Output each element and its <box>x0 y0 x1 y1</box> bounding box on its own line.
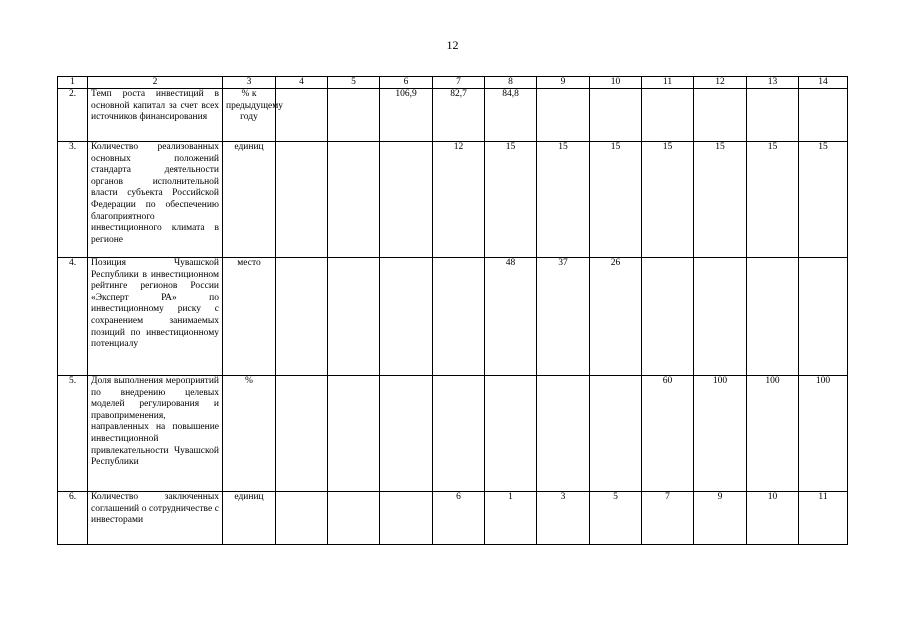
column-header: 5 <box>328 77 380 89</box>
unit-cell: место <box>223 258 276 376</box>
value-cell: 15 <box>642 142 694 258</box>
row-number-cell: 3. <box>58 142 88 258</box>
row-number-cell: 2. <box>58 89 88 142</box>
indicator-name-cell: Количество реализованных основных положений стандарта деятельности органов исполнительной власти субъекта Российской Федерации по обеспечению благоприятного инвестиционного климата в регионе <box>88 142 223 258</box>
column-header: 2 <box>88 77 223 89</box>
value-cell <box>747 89 799 142</box>
unit-cell: единиц <box>223 492 276 545</box>
value-cell: 106,9 <box>380 89 433 142</box>
value-cell: 12 <box>433 142 485 258</box>
value-cell: 15 <box>694 142 747 258</box>
page-number: 12 <box>446 38 459 52</box>
indicator-name-cell: Темп роста инвестиций в основной капитал за счет всех источников финансирования <box>88 89 223 142</box>
value-cell: 26 <box>590 258 642 376</box>
value-cell <box>328 376 380 492</box>
value-cell <box>537 89 590 142</box>
column-header: 14 <box>799 77 848 89</box>
table-row <box>58 142 848 258</box>
indicator-name-cell: Позиция Чувашской Республики в инвестиционном рейтинге регионов России «Эксперт РА» по инвестиционному риску с сохранением занимаемых позиций по инвестиционному потенциалу <box>88 258 223 376</box>
value-cell <box>328 89 380 142</box>
value-cell <box>590 376 642 492</box>
value-cell <box>328 492 380 545</box>
column-header: 6 <box>380 77 433 89</box>
value-cell <box>485 376 537 492</box>
row-number-cell: 4. <box>58 258 88 376</box>
value-cell <box>799 258 848 376</box>
value-cell <box>380 376 433 492</box>
column-header: 9 <box>537 77 590 89</box>
value-cell: 5 <box>590 492 642 545</box>
column-header: 12 <box>694 77 747 89</box>
column-number-row <box>58 77 848 89</box>
value-cell <box>747 258 799 376</box>
value-cell: 15 <box>590 142 642 258</box>
value-cell <box>537 376 590 492</box>
unit-cell: % <box>223 376 276 492</box>
value-cell: 6 <box>433 492 485 545</box>
unit-cell: единиц <box>223 142 276 258</box>
unit-cell: % к предыдущему году <box>223 89 276 142</box>
indicator-name-cell: Доля выполнения мероприятий по внедрению целевых моделей регулирования и правоприменения, направленных на повышение инвестиционной привлекательности Чувашской Республики <box>88 376 223 492</box>
value-cell: 60 <box>642 376 694 492</box>
table-row <box>58 89 848 142</box>
table-row <box>58 492 848 545</box>
value-cell <box>380 142 433 258</box>
column-header: 11 <box>642 77 694 89</box>
value-cell <box>328 258 380 376</box>
row-number-cell: 6. <box>58 492 88 545</box>
column-header: 8 <box>485 77 537 89</box>
value-cell: 9 <box>694 492 747 545</box>
value-cell: 15 <box>537 142 590 258</box>
value-cell: 82,7 <box>433 89 485 142</box>
table-row <box>58 376 848 492</box>
row-number-cell: 5. <box>58 376 88 492</box>
column-header: 1 <box>58 77 88 89</box>
column-header: 7 <box>433 77 485 89</box>
value-cell: 11 <box>799 492 848 545</box>
indicators-table <box>57 76 848 545</box>
value-cell <box>694 258 747 376</box>
column-header: 10 <box>590 77 642 89</box>
value-cell: 48 <box>485 258 537 376</box>
value-cell <box>694 89 747 142</box>
value-cell: 100 <box>694 376 747 492</box>
value-cell <box>276 492 328 545</box>
value-cell: 15 <box>485 142 537 258</box>
value-cell: 15 <box>799 142 848 258</box>
value-cell <box>380 258 433 376</box>
value-cell <box>799 89 848 142</box>
value-cell <box>433 376 485 492</box>
value-cell <box>276 89 328 142</box>
value-cell <box>276 258 328 376</box>
column-header: 13 <box>747 77 799 89</box>
value-cell: 37 <box>537 258 590 376</box>
value-cell: 15 <box>747 142 799 258</box>
value-cell <box>642 89 694 142</box>
value-cell <box>276 142 328 258</box>
table-row <box>58 258 848 376</box>
value-cell: 100 <box>747 376 799 492</box>
value-cell <box>433 258 485 376</box>
value-cell <box>328 142 380 258</box>
value-cell: 100 <box>799 376 848 492</box>
value-cell <box>590 89 642 142</box>
value-cell: 3 <box>537 492 590 545</box>
value-cell: 84,8 <box>485 89 537 142</box>
value-cell: 1 <box>485 492 537 545</box>
column-header: 3 <box>223 77 276 89</box>
value-cell: 7 <box>642 492 694 545</box>
value-cell <box>642 258 694 376</box>
indicator-name-cell: Количество заключенных соглашений о сотрудничестве с инвесторами <box>88 492 223 545</box>
value-cell <box>380 492 433 545</box>
column-header: 4 <box>276 77 328 89</box>
value-cell <box>276 376 328 492</box>
value-cell: 10 <box>747 492 799 545</box>
